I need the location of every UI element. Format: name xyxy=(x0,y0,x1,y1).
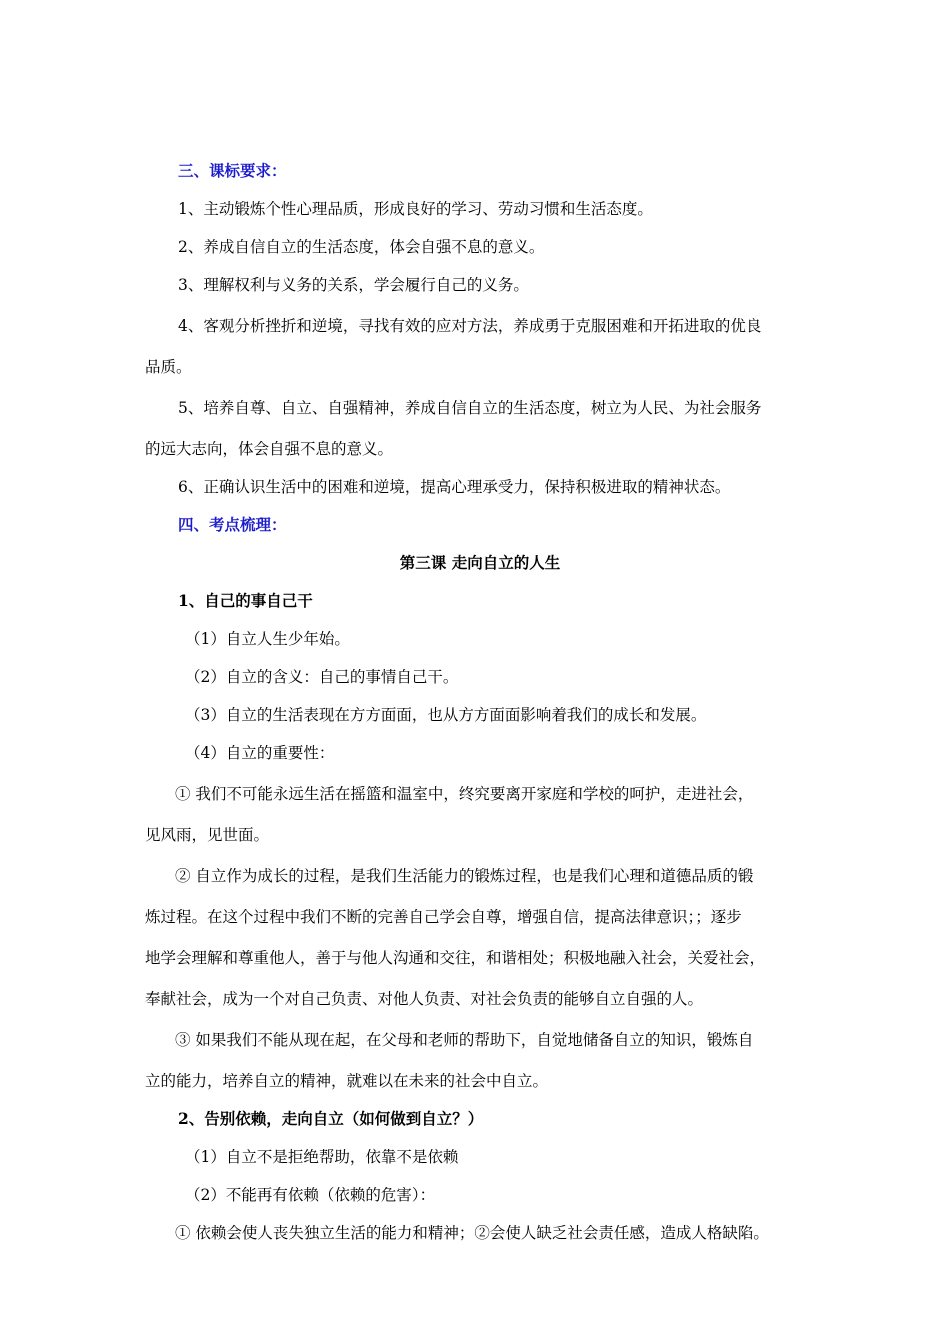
section-heading-curriculum: 三、课标要求： xyxy=(178,161,287,180)
lesson-title: 第三课 走向自立的人生 xyxy=(399,553,561,572)
curriculum-item-4-line1: 4、客观分析挫折和逆境，寻找有效的应对方法，养成勇于克服困难和开拓进取的优良 xyxy=(178,317,762,335)
curriculum-item-3: 3、理解权利与义务的关系，学会履行自己的义务。 xyxy=(178,276,529,294)
curriculum-item-4-line2: 品质。 xyxy=(145,358,192,376)
curriculum-item-5-line1: 5、培养自尊、自立、自强精神，养成自信自立的生活态度，树立为人民、为社会服务 xyxy=(178,399,762,417)
importance-3-line1: ③ 如果我们不能从现在起，在父母和老师的帮助下，自觉地储备自立的知识，锻炼自 xyxy=(175,1031,754,1049)
document-body xyxy=(145,152,815,1252)
section-heading-exam-points: 四、考点梳理： xyxy=(178,515,287,534)
importance-1-line2: 见风雨，见世面。 xyxy=(145,826,270,844)
curriculum-item-5-line2: 的远大志向，体会自强不息的意义。 xyxy=(145,440,394,458)
importance-2-line4: 奉献社会，成为一个对自己负责、对他人负责、对社会负责的能够自立自强的人。 xyxy=(145,990,704,1008)
dependency-harm: ① 依赖会使人丧失独立生活的能力和精神；②会使人缺乏社会责任感，造成人格缺陷。 xyxy=(175,1224,769,1242)
part1-point-3: （3）自立的生活表现在方方面面，也从方方面面影响着我们的成长和发展。 xyxy=(185,706,707,724)
part2-heading: 2、告别依赖，走向自立（如何做到自立？） xyxy=(178,1109,484,1128)
importance-1-line1: ① 我们不可能永远生活在摇篮和温室中，终究要离开家庭和学校的呵护，走进社会， xyxy=(175,785,754,803)
part1-point-1: （1）自立人生少年始。 xyxy=(185,630,350,648)
part2-point-1: （1）自立不是拒绝帮助，依靠不是依赖 xyxy=(185,1148,459,1166)
part1-point-2: （2）自立的含义：自己的事情自己干。 xyxy=(185,668,459,686)
importance-3-line2: 立的能力，培养自立的精神，就难以在未来的社会中自立。 xyxy=(145,1072,549,1090)
part1-point-4: （4）自立的重要性： xyxy=(185,744,335,762)
importance-2-line3: 地学会理解和尊重他人，善于与他人沟通和交往，和谐相处；积极地融入社会，关爱社会， xyxy=(145,949,766,967)
curriculum-item-2: 2、养成自信自立的生活态度，体会自强不息的意义。 xyxy=(178,238,545,256)
part1-heading: 1、自己的事自己干 xyxy=(178,591,313,610)
part2-point-2: （2）不能再有依赖（依赖的危害）： xyxy=(185,1186,436,1204)
curriculum-item-6: 6、正确认识生活中的困难和逆境，提高心理承受力，保持积极进取的精神状态。 xyxy=(178,478,731,496)
curriculum-item-1: 1、主动锻炼个性心理品质，形成良好的学习、劳动习惯和生活态度。 xyxy=(178,200,653,218)
importance-2-line1: ② 自立作为成长的过程，是我们生活能力的锻炼过程，也是我们心理和道德品质的锻 xyxy=(175,867,754,885)
importance-2-line2: 炼过程。在这个过程中我们不断的完善自己学会自尊，增强自信，提高法律意识；；逐步 xyxy=(145,908,742,926)
